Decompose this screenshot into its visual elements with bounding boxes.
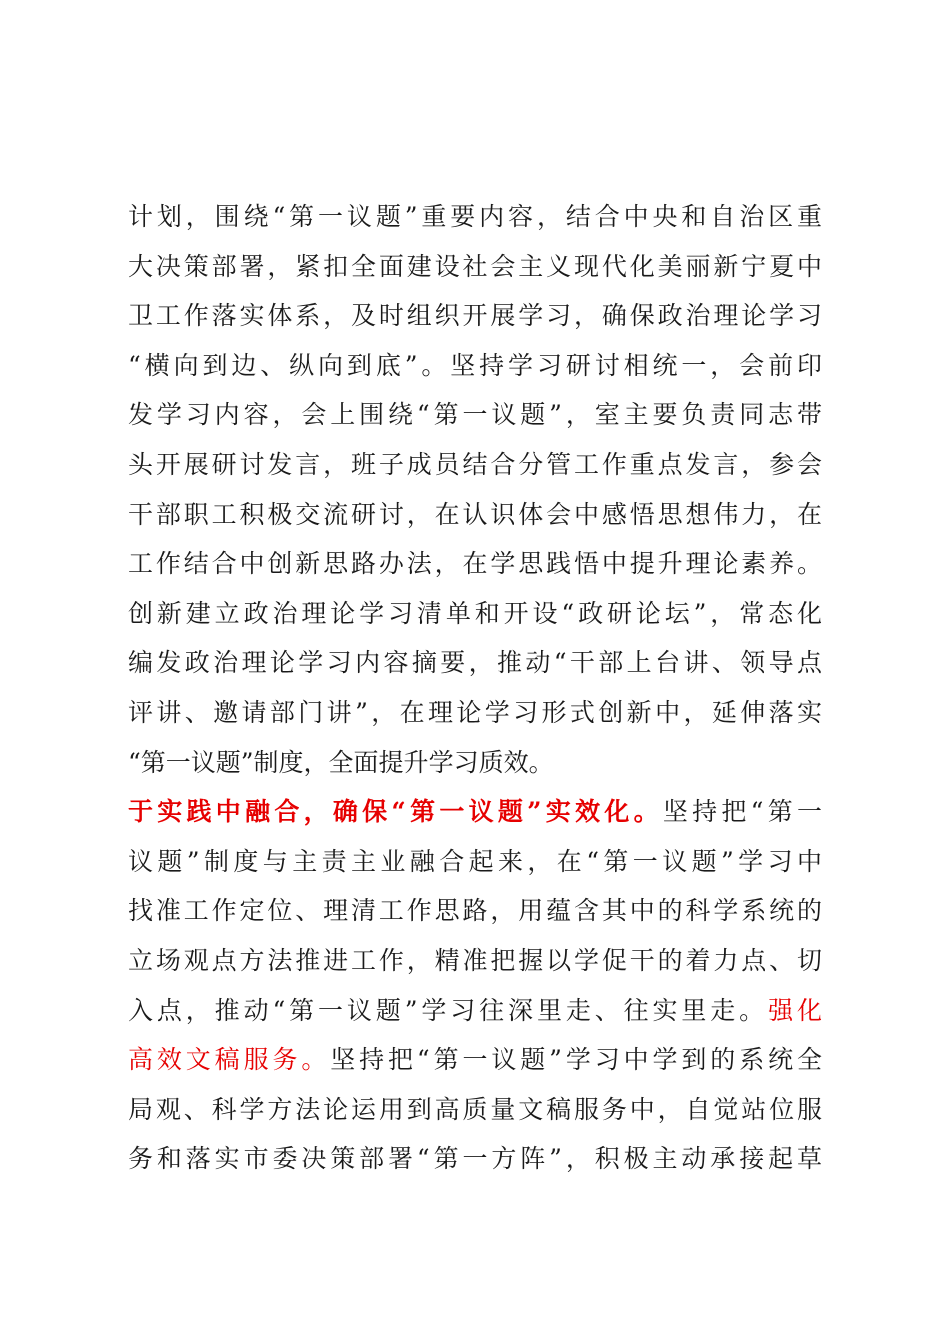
text-segment: 大决策部署，紧扣全面建设社会主义现代化美丽新宁夏中: [128, 251, 822, 281]
text-line: [128, 589, 822, 639]
text-line: [128, 886, 822, 936]
text-segment: 务和落实市委决策部署“第一方阵”，积极主动承接起草: [128, 1144, 822, 1174]
text-line: [128, 539, 822, 589]
text-line: [128, 242, 822, 292]
text-segment: 干部职工积极交流研讨，在认识体会中感悟思想伟力，在: [128, 499, 822, 529]
text-segment: 找准工作定位、理清工作思路，用蕴含其中的科学系统的: [128, 896, 822, 926]
text-line: [128, 738, 822, 788]
text-line: [128, 291, 822, 341]
text-segment: 坚持把“第一: [662, 797, 823, 827]
text-line: [128, 1035, 822, 1085]
text-line: [128, 986, 822, 1036]
text-segment: 评讲、邀请部门讲”，在理论学习形式创新中，延伸落实: [128, 697, 822, 727]
text-line: [128, 1085, 822, 1135]
text-line: [128, 638, 822, 688]
text-line: [128, 936, 822, 986]
text-segment: 入点，推动“第一议题”学习往深里走、往实里走。: [128, 995, 769, 1025]
text-line: [128, 787, 822, 837]
text-segment: “第一议题”制度，全面提升学习质效。: [128, 747, 554, 777]
text-segment: “横向到边、纵向到底”。坚持学习研讨相统一，会前印: [128, 350, 822, 380]
text-line: [128, 390, 822, 440]
text-segment: 计划，围绕“第一议题”重要内容，结合中央和自治区重: [128, 202, 822, 231]
text-line: [128, 440, 822, 490]
text-segment: 立场观点方法推进工作，精准把握以学促干的着力点、切: [128, 945, 822, 975]
text-segment: 卫工作落实体系，及时组织开展学习，确保政治理论学习: [128, 301, 822, 331]
text-segment: 坚持把“第一议题”学习中学到的系统全: [330, 1045, 822, 1075]
highlight-heading: 高效文稿服务。: [128, 1045, 331, 1075]
text-line: [128, 1134, 822, 1184]
text-line: [128, 192, 822, 242]
text-segment: 头开展研讨发言，班子成员结合分管工作重点发言，参会: [128, 449, 822, 479]
text-segment: 发学习内容，会上围绕“第一议题”，室主要负责同志带: [128, 400, 822, 430]
body-text: [128, 192, 822, 1184]
text-segment: 编发政治理论学习内容摘要，推动“干部上台讲、领导点: [128, 648, 822, 678]
text-segment: 工作结合中创新思路办法，在学思践悟中提升理论素养。: [128, 549, 822, 579]
text-line: [128, 688, 822, 738]
text-segment: 议题”制度与主责主业融合起来，在“第一议题”学习中: [128, 846, 822, 876]
highlight-heading: 强化: [768, 995, 822, 1025]
highlight-heading: 于实践中融合，确保“第一议题”实效化。: [128, 797, 663, 827]
text-line: [128, 341, 822, 391]
text-line: [128, 837, 822, 887]
text-segment: 创新建立政治理论学习清单和开设“政研论坛”，常态化: [128, 598, 822, 628]
text-segment: 局观、科学方法论运用到高质量文稿服务中，自觉站位服: [128, 1094, 822, 1124]
text-line: [128, 490, 822, 540]
